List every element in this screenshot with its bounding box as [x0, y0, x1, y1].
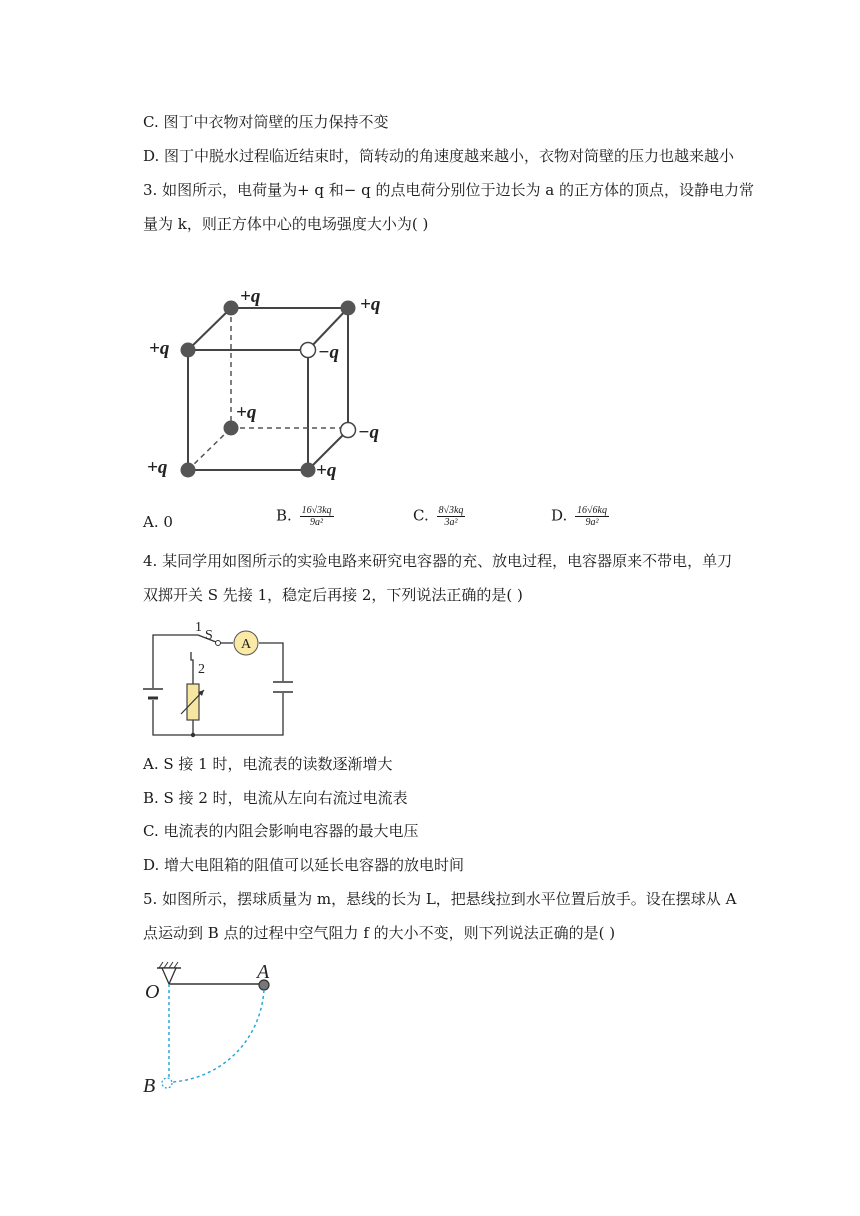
label-top-front-left: +q — [149, 338, 170, 359]
label-bottom-front-right: +q — [316, 460, 337, 481]
q3-option-c-numerator: 8√3kq — [438, 505, 464, 516]
pendulum-figure — [140, 958, 290, 1098]
q3-option-d-label: D. — [551, 506, 568, 525]
ball-at-b — [162, 1078, 172, 1088]
q3-option-b-fraction — [300, 505, 334, 528]
label-b: B — [143, 1075, 156, 1097]
q4-option-b: B. S 接 2 时，电流从左向右流过电流表 — [143, 789, 408, 807]
q4-stem-line1: 4. 某同学用如图所示的实验电路来研究电容器的充、放电过程，电容器原来不带电，单刀 — [143, 552, 733, 570]
cube-charge-figure — [143, 280, 403, 485]
ammeter-label: A — [241, 637, 252, 652]
label-o: O — [145, 981, 160, 1003]
contact-2-label: 2 — [198, 662, 205, 677]
charge-bottom-back-right — [341, 423, 356, 438]
q4-option-c: C. 电流表的内阻会影响电容器的最大电压 — [143, 822, 419, 840]
q5-stem-line2: 点运动到 B 点的过程中空气阻力 f 的大小不变，则下列说法正确的是( ) — [143, 924, 616, 942]
q3-option-c-denominator: 3a² — [444, 517, 458, 528]
charge-top-back-right — [341, 301, 356, 316]
q2-option-c: C. 图丁中衣物对筒壁的压力保持不变 — [143, 113, 389, 131]
label-a: A — [257, 961, 270, 983]
q3-option-b-denominator: 9a² — [310, 517, 324, 528]
charge-bottom-front-right — [301, 463, 316, 478]
charge-top-front-left — [181, 343, 196, 358]
q3-option-d-fraction — [575, 505, 609, 528]
q3-option-b-label: B. — [276, 506, 292, 525]
label-bottom-back-left: +q — [236, 402, 257, 423]
label-top-front-right: −q — [318, 342, 340, 363]
contact-1-label: 1 — [195, 620, 202, 635]
q4-stem-line2: 双掷开关 S 先接 1，稳定后再接 2，下列说法正确的是( ) — [143, 586, 523, 604]
switch-label: S — [205, 628, 213, 643]
label-top-back-right: +q — [360, 294, 381, 315]
q4-option-d: D. 增大电阻箱的阻值可以延长电容器的放电时间 — [143, 856, 465, 874]
q3-option-c — [413, 505, 465, 528]
q3-option-d — [551, 505, 609, 528]
q3-option-d-numerator: 16√6kq — [577, 505, 607, 516]
q2-option-d: D. 图丁中脱水过程临近结束时，筒转动的角速度越来越小，衣物对筒壁的压力也越来越小 — [143, 147, 735, 165]
charge-top-front-right — [301, 343, 316, 358]
q3-option-c-label: C. — [413, 506, 429, 525]
q3-option-a: A. 0 — [143, 513, 173, 531]
charge-top-back-left — [224, 301, 239, 316]
q3-option-d-denominator: 9a² — [585, 517, 599, 528]
q3-option-b — [276, 505, 334, 528]
charge-bottom-front-left — [181, 463, 196, 478]
label-bottom-front-left: +q — [147, 457, 168, 478]
capacitor-circuit-figure — [140, 618, 300, 743]
q3-stem-line1: 3. 如图所示，电荷量为+ q 和− q 的点电荷分别位于边长为 a 的正方体的顶点，设静电力常 — [143, 181, 754, 199]
q3-option-c-fraction — [437, 505, 466, 528]
q3-stem-line2: 量为 k，则正方体中心的电场强度大小为( ) — [143, 215, 429, 233]
label-top-back-left: +q — [240, 286, 261, 307]
q4-option-a: A. S 接 1 时，电流表的读数逐渐增大 — [143, 755, 393, 773]
label-bottom-back-right: −q — [358, 422, 380, 443]
q3-option-b-numerator: 16√3kq — [301, 505, 332, 516]
q5-stem-line1: 5. 如图所示，摆球质量为 m，悬线的长为 L，把悬线拉到水平位置后放手。设在摆球从 A — [143, 890, 737, 908]
